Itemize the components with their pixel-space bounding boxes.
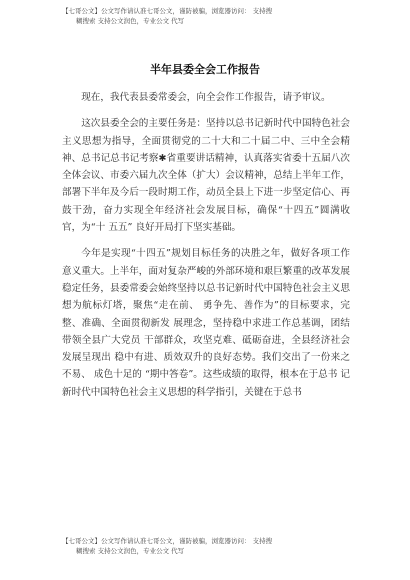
footer-note-line1: 【七哥公文】公文写作请认准七哥公文，谨防被骗，浏览器访问： 支持搜 [62, 537, 273, 545]
header-note-line2: 糊搜索 支持公文润色，专业公文 代写 [76, 17, 185, 25]
paragraph-half-year-review: 今年是实现“十四五”规划目标任务的决胜之年，做好各项工作意义重大。上半年，面对复杂严峻的外部环境和艰巨繁重的改革发展稳定任务，县委常委会始终坚持以总书记新时代中国特色社会主义思想为航标灯塔，聚焦“走在前、 勇争先、善作为”的目标要求，完整、准确、全面贯彻新发 展理念，坚持稳中求进工作总基调，团结带领全县广大党员 干部群众，攻坚克难、砥砺奋进，全县经济社会发展呈现出 稳中有进、质效双升的良好态势。我们交出了一份来之不易、 成色十足的 “期中答卷”。这些成绩的取得，根本在于总书 记新时代中国特色社会主义思想的科学指引，关键在于总书 [62, 248, 350, 398]
paragraph-intro: 现在，我代表县委常委会，向全会作工作报告，请予审议。 [81, 92, 331, 103]
header-watermark-note [62, 6, 362, 26]
header-note-line1: 【七哥公文】公文写作请认准七哥公文，谨防被骗，浏览器访问： 支持搜 [62, 7, 273, 15]
paragraph-main-task: 这次县委全会的主要任务是：坚持以总书记新时代中国特色社会主义思想为指导，全面贯彻党的二十大和二十届二中、三中全会精神、总书记总书记考察✱省重要讲话精神，认真落实省委十五届八次全体会议、市委六届九次全体（扩大）会议精神，总结上半年工作，部署下半年及今后一段时期工作，动员全县上下进一步坚定信心、再鼓干劲，奋力实现全年经济社会发展目标，确保“十四五”圆满收官，为“十 五五” 良好开局打下坚实基础。 [62, 118, 350, 234]
document-title: 半年县委全会工作报告 [150, 63, 260, 76]
footer-watermark-note [62, 536, 362, 556]
document-body [62, 89, 350, 410]
footer-note-line2: 糊搜索 支持公文润色，专业公文 代写 [76, 547, 185, 555]
